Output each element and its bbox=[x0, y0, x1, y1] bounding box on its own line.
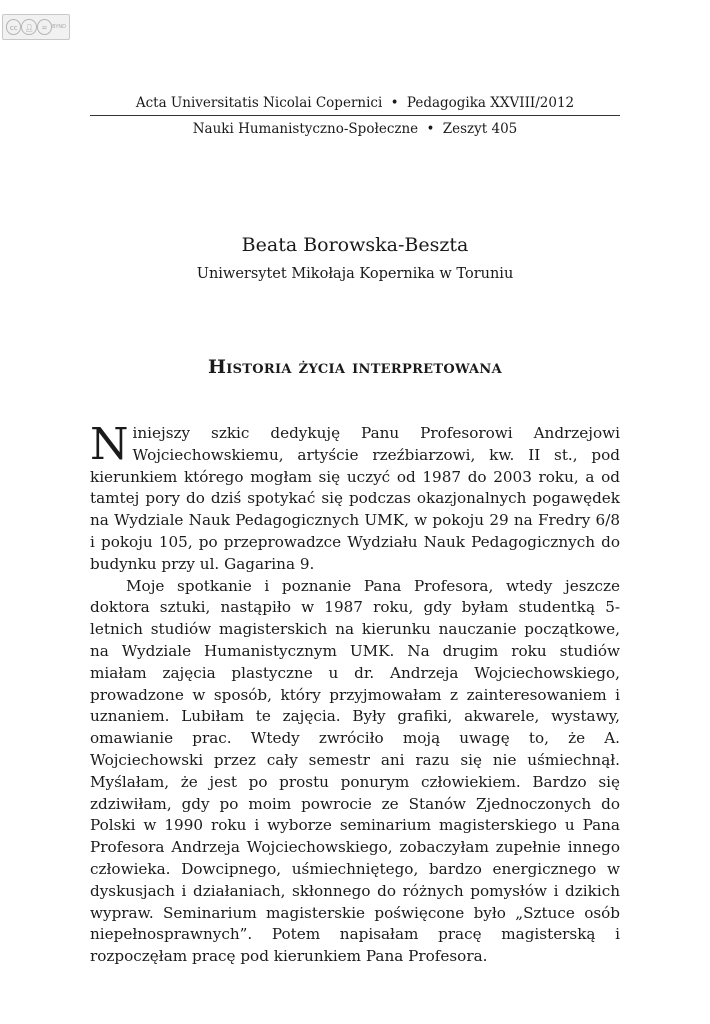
author-name: Beata Borowska-Beszta bbox=[241, 234, 469, 256]
nd-label: ND bbox=[58, 24, 66, 30]
article-body bbox=[90, 419, 620, 968]
header-separator: • bbox=[426, 121, 435, 137]
journal-series: Nauki Humanistyczno-Społeczne bbox=[192, 121, 419, 137]
journal-name: Acta Universitatis Nicolai Copernici bbox=[135, 95, 383, 111]
by-label: BY bbox=[52, 24, 59, 30]
cc-icon: cc bbox=[6, 19, 21, 35]
paragraph-dedication: Niniejszy szkic dedykuję Panu Profesorowi Andrzejowi Wojciechowskiemu, artyście rzeźbiarzowi, kw. II st., pod kierunkiem którego mogłam się uczyć od 1987 do 2003 roku, a od tamtej pory do dziś spotykać się podczas okazjonalnych pogawędek na Wydziale Nauk Pedagogicznych UMK, w pokoju 29 na Fredry 6/8 i pokoju 105, po przeprowadzce Wydziału Nauk Pedagogicznych do budynku przy ul. Gagarina 9. bbox=[90, 419, 620, 573]
header-rule bbox=[90, 115, 620, 116]
header-line-2 bbox=[90, 119, 620, 139]
journal-header bbox=[90, 93, 620, 139]
header-line-1 bbox=[90, 93, 620, 113]
no-derivatives-icon: = bbox=[37, 19, 52, 35]
paragraph-meeting: Moje spotkanie i poznanie Pana Profesora, wtedy jeszcze doktora sztuki, nastąpiło w 1987 roku, gdy byłam studentką 5-letnich studiów magisterskich na kierunku nauczanie początkowe, na Wydziale Humanistycznym UMK. Na drugim roku studiów miałam zajęcia plastyczne u dr. Andrzeja Wojciechowskiego, prowadzone w sposób, który przyjmowałam z zainteresowaniem i uznaniem. Lubiłam te zajęcia. Były grafiki, akwarele, wystawy, omawianie prac. Wtedy zwróciło moją uwagę to, że A. Wojciechowski przez cały semestr ani razu się nie uśmiechnął. Myślałam, że jest po prostu ponurym człowiekiem. Bardzo się zdziwiłam, gdy po moim powrocie ze Stanów Zjednoczonych do Polski w 1990 roku i wyborze seminarium magisterskiego u Pana Profesora Andrzeja Wojciechowskiego, zobaczyłam zupełnie innego człowieka. Dowcipnego, uśmiechniętego, bardzo energicznego w dyskusjach i działaniach, skłonnego do różnych pomysłów i dzikich wypraw. Seminarium magisterskie poświęcone było „Sztuce osób niepełnosprawnych”. Potem napisałam pracę magisterską i rozpoczęłam pracę pod kierunkiem Pana Profesora. bbox=[90, 576, 620, 966]
journal-volume: Pedagogika XXVIII/2012 bbox=[406, 95, 575, 111]
article-title: Historia życia interpretowana bbox=[207, 356, 503, 378]
creative-commons-license-badge[interactable] bbox=[2, 14, 70, 40]
author-affiliation: Uniwersytet Mikołaja Kopernika w Toruniu bbox=[196, 266, 514, 282]
journal-issue: Zeszyt 405 bbox=[442, 121, 518, 137]
header-separator: • bbox=[390, 95, 399, 111]
attribution-icon: 👤︎ bbox=[21, 19, 36, 35]
